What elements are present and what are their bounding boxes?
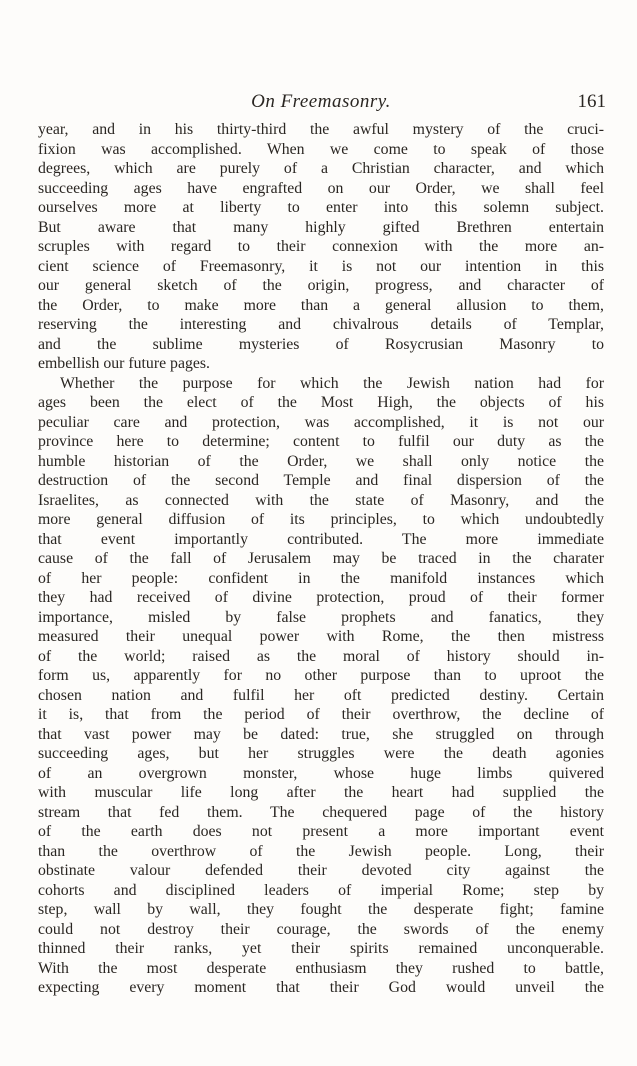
text-line: stream that fed them. The chequered page of the history	[38, 803, 604, 821]
text-line: reserving the interesting and chivalrous details of Templar,	[38, 316, 604, 333]
body-text	[38, 120, 604, 998]
running-title: On Freemasonry.	[251, 91, 391, 112]
text-line: and the sublime mysteries of Rosycrusian Masonry to	[38, 335, 604, 353]
text-line: Whether the purpose for which the Jewish nation had for	[60, 374, 604, 392]
text-line: With the most desperate enthusiasm they rushed to battle,	[38, 959, 604, 977]
text-line: they had received of divine protection, proud of their former	[38, 589, 604, 606]
text-line: with muscular life long after the heart had supplied the	[38, 784, 604, 801]
text-line: the Order, to make more than a general allusion to them,	[38, 296, 604, 314]
text-line: measured their unequal power with Rome, the then mistress	[38, 628, 604, 645]
text-line: more general diffusion of its principles, to which undoubtedly	[38, 511, 604, 528]
text-line: form us, apparently for no other purpose than to uproot the	[38, 667, 604, 684]
text-line: ages been the elect of the Most High, the objects of his	[38, 394, 604, 411]
text-line: that vast power may be dated: true, she struggled on through	[38, 725, 604, 743]
text-line: than the overthrow of the Jewish people. Long, their	[38, 842, 604, 860]
text-line: degrees, which are purely of a Christian character, and which	[38, 160, 604, 177]
text-line: of the earth does not present a more important event	[38, 823, 604, 840]
text-line: scruples with regard to their connexion with the more an-	[38, 238, 604, 255]
text-line: humble historian of the Order, we shall only notice the	[38, 452, 604, 470]
text-line: importance, misled by false prophets and fanatics, they	[38, 608, 604, 626]
text-line: ourselves more at liberty to enter into this solemn subject.	[38, 199, 604, 216]
running-head	[36, 90, 606, 114]
text-line: succeeding ages, but her struggles were the death agonies	[38, 745, 604, 762]
text-line: our general sketch of the origin, progress, and character of	[38, 277, 604, 294]
text-line: could not destroy their courage, the swords of the enemy	[38, 920, 604, 938]
text-line: cient science of Freemasonry, it is not our intention in this	[38, 257, 604, 275]
text-line: destruction of the second Temple and final dispersion of the	[38, 472, 604, 489]
text-line: year, and in his thirty-third the awful mystery of the cruci-	[38, 121, 604, 138]
text-line: embellish our future pages.	[38, 355, 210, 372]
text-line: of an overgrown monster, whose huge limbs quivered	[38, 764, 604, 782]
text-line: it is, that from the period of their overthrow, the decline of	[38, 706, 604, 723]
text-line: cohorts and disciplined leaders of imperial Rome; step by	[38, 881, 604, 899]
text-line: province here to determine; content to fulfil our duty as the	[38, 433, 604, 450]
page-number: 161	[577, 91, 606, 112]
text-line: expecting every moment that their God would unveil the	[38, 979, 604, 996]
text-line: of the world; raised as the moral of history should in-	[38, 647, 604, 665]
text-line: peculiar care and protection, was accomplished, it is not our	[38, 413, 604, 431]
text-line: obstinate valour defended their devoted city against the	[38, 862, 604, 879]
text-line: succeeding ages have engrafted on our Order, we shall feel	[38, 179, 604, 197]
text-line: cause of the fall of Jerusalem may be traced in the charater	[38, 550, 604, 567]
text-line: chosen nation and fulfil her oft predicted destiny. Certain	[38, 686, 604, 704]
text-line: thinned their ranks, yet their spirits remained unconquerable.	[38, 940, 604, 957]
text-line: that event importantly contributed. The more immediate	[38, 530, 604, 548]
text-line: step, wall by wall, they fought the desperate fight; famine	[38, 901, 604, 918]
text-line: of her people: confident in the manifold instances which	[38, 569, 604, 587]
text-line: Israelites, as connected with the state of Masonry, and the	[38, 491, 604, 509]
text-line: But aware that many highly gifted Brethren entertain	[38, 218, 604, 236]
text-line: fixion was accomplished. When we come to speak of those	[38, 140, 604, 158]
